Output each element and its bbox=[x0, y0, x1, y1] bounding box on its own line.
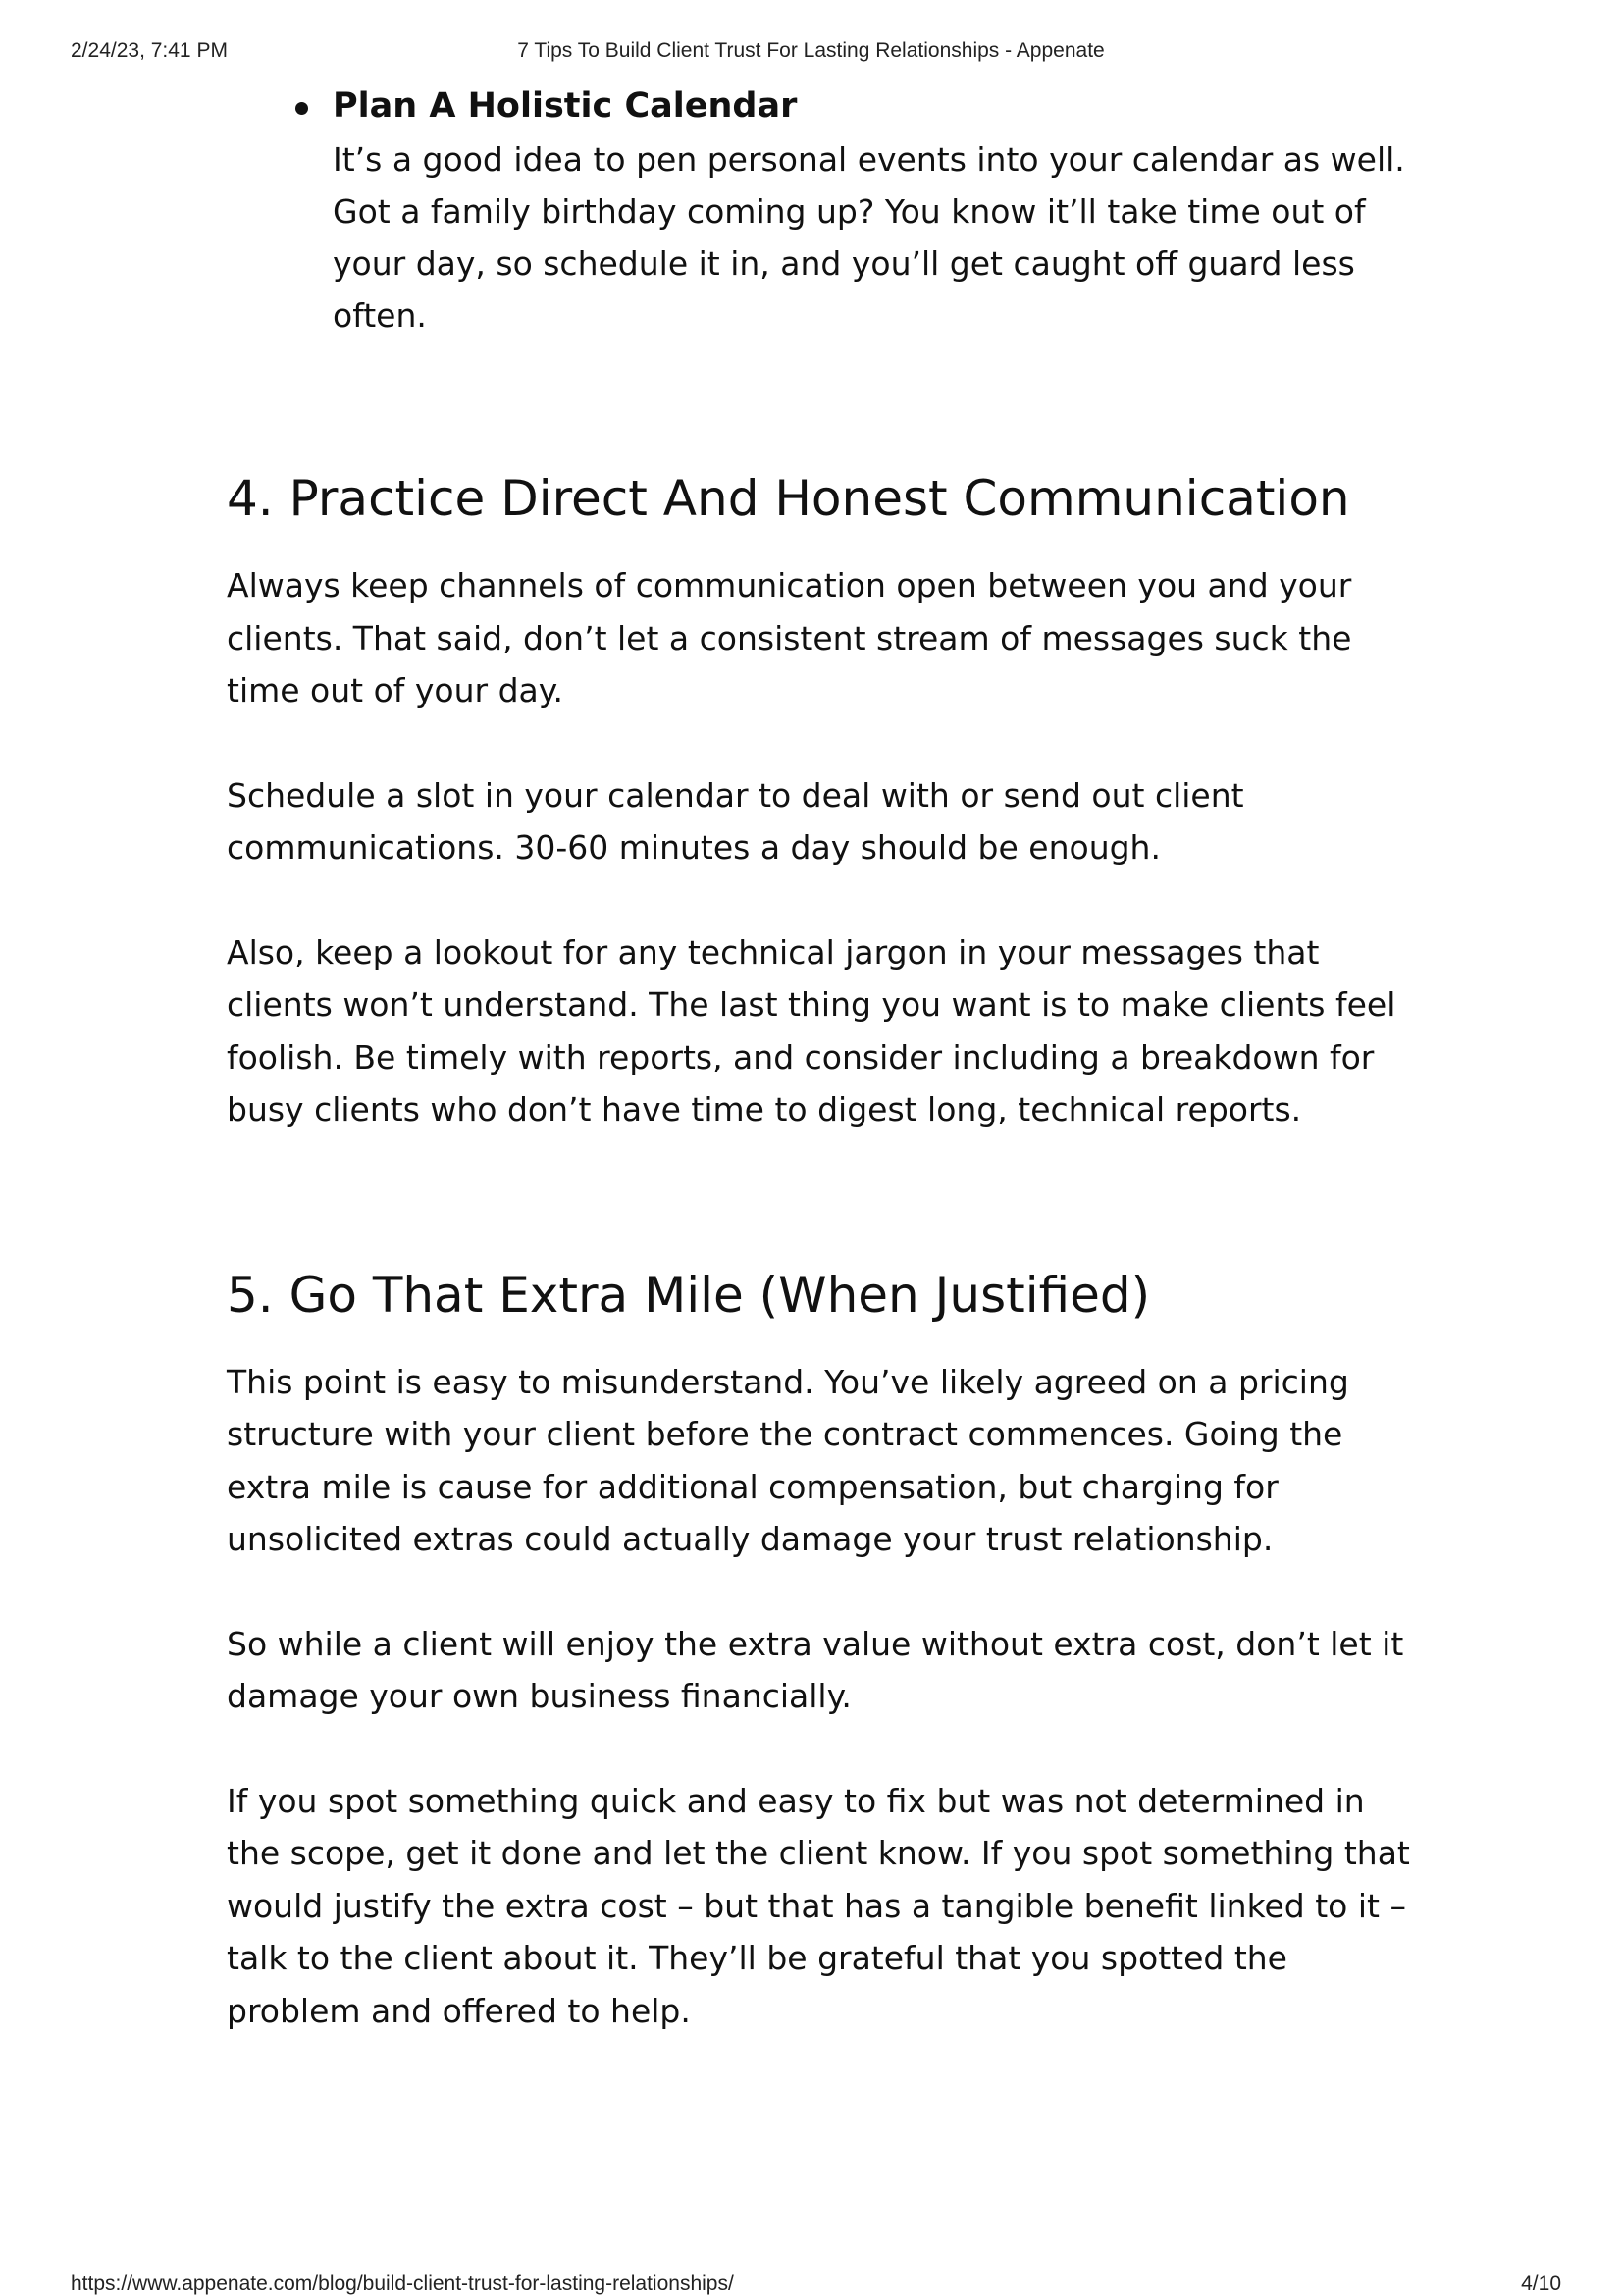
bullet-dot-icon bbox=[295, 102, 308, 115]
section-4-paragraph-2: Schedule a slot in your calendar to deal with or send out client communications. 30-60 minutes a day should be enough. bbox=[227, 775, 1244, 866]
section-4-paragraph-1: Always keep channels of communication open between you and your clients. That said, don’t let a consistent stream of messages suck the time out of your day. bbox=[227, 566, 1352, 709]
print-page-number: 4/10 bbox=[1521, 2272, 1561, 2295]
section-5-heading: 5. Go That Extra Mile (When Justified) bbox=[227, 1266, 1151, 1324]
print-datetime: 2/24/23, 7:41 PM bbox=[71, 39, 228, 62]
section-5-paragraph-1: This point is easy to misunderstand. You’ve likely agreed on a pricing structure with your client before the contract commences. Going the extra mile is cause for additional compensation, but charging for unsolicited extras could actually damage your trust relationship. bbox=[227, 1362, 1349, 1558]
section-4-paragraph-3: Also, keep a lookout for any technical jargon in your messages that clients won’t understand. The last thing you want is to make clients feel foolish. Be timely with reports, and consider including a breakdown for busy clients who don’t have time to digest long, technical reports. bbox=[227, 932, 1396, 1128]
bullet-text: It’s a good idea to pen personal events into your calendar as well. Got a family birthday coming up? You know it’ll take time out of your day, so schedule it in, and you’ll get caught off guard less often. bbox=[333, 140, 1405, 335]
section-5-paragraph-3: If you spot something quick and easy to fix but was not determined in the scope, get it done and let the client know. If you spot something that would justify the extra cost – but that has a tangible benefit linked to it – talk to the client about it. They’ll be grateful that you spotted the problem and offered to help. bbox=[227, 1781, 1410, 2030]
print-url: https://www.appenate.com/blog/build-client-trust-for-lasting-relationships/ bbox=[71, 2272, 734, 2295]
article-content bbox=[227, 78, 1424, 2037]
print-page-title: 7 Tips To Build Client Trust For Lasting Relationships - Appenate bbox=[517, 39, 1105, 62]
bullet-title: Plan A Holistic Calendar bbox=[333, 86, 798, 126]
section-4-heading: 4. Practice Direct And Honest Communication bbox=[227, 470, 1350, 527]
section-5-paragraph-2: So while a client will enjoy the extra value without extra cost, don’t let it damage your own business financially. bbox=[227, 1624, 1404, 1715]
tips-bullet-list bbox=[227, 78, 1424, 341]
list-item bbox=[333, 78, 1424, 341]
